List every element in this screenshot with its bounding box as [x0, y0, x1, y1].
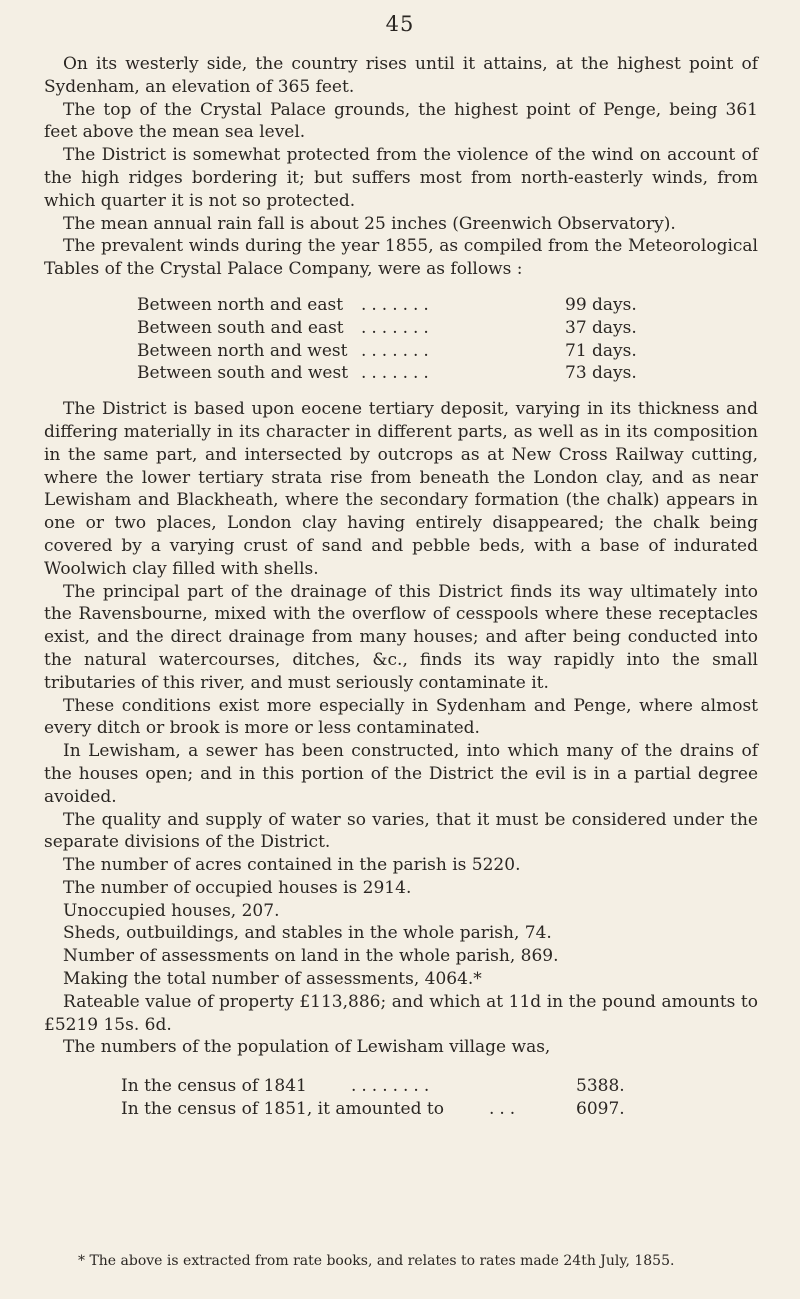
leader-dots: ........: [351, 1076, 435, 1097]
paragraph: Making the total number of assessments, 4064.*: [63, 969, 482, 990]
paragraph: The mean annual rain fall is about 25 inches (Greenwich Observatory).: [63, 213, 676, 234]
paragraph: Number of assessments on land in the whole parish, 869.: [63, 946, 559, 967]
leader-dots: .......: [361, 363, 434, 384]
paragraph: Rateable value of property £113,886; and which at 11d in the pound amounts to £5219 15s. 6d.: [44, 991, 758, 1035]
census-row: [44, 1075, 758, 1098]
census-value: 6097.: [576, 1099, 625, 1120]
winds-table: [44, 294, 758, 385]
paragraph: Unoccupied houses, 207.: [63, 900, 280, 921]
body-text: [44, 53, 758, 1121]
winds-value: 71 days.: [565, 340, 637, 361]
census-table: [44, 1075, 758, 1121]
paragraph: Sheds, outbuildings, and stables in the whole parish, 74.: [63, 923, 552, 944]
footnote: * The above is extracted from rate books, and relates to rates made 24th July, 1855.: [78, 1253, 675, 1269]
paragraph: The top of the Crystal Palace grounds, the highest point of Penge, being 361 feet above the mean sea level.: [44, 99, 758, 143]
winds-row: [44, 362, 758, 385]
winds-label: Between south and east: [137, 317, 344, 338]
winds-label: Between south and west: [137, 363, 349, 384]
leader-dots: ...: [489, 1099, 521, 1120]
paragraph: The principal part of the drainage of this District finds its way ultimately into the Ravensbourne, mixed with the overflow of cesspools where these receptacles exist, and the direct drainage from many houses; and after being conducted into the natural watercourses, ditches, &c., finds its way rapidly into the small tributaries of this river, and must seriously contaminate it.: [44, 581, 758, 693]
paragraph: The District is based upon eocene tertiary deposit, varying in its thickness and differing materially in its character in different parts, as well as in its composition in the same part, and intersected by outcrops as at New Cross Railway cutting, where the lower tertiary strata rise from beneath the London clay, and as near Lewisham and Blackheath, where the secondary formation (the chalk) appears in one or two places, London clay having entirely disappeared; the chalk being covered by a varying crust of sand and pebble beds, with a base of indurated Woolwich clay filled with shells.: [44, 399, 758, 579]
winds-row: [44, 340, 758, 363]
paragraph: The quality and supply of water so varies, that it must be considered under the separate divisions of the District.: [44, 809, 758, 853]
leader-dots: .......: [361, 294, 434, 315]
paragraph: The number of occupied houses is 2914.: [63, 877, 412, 898]
winds-row: [44, 294, 758, 317]
census-label: In the census of 1841: [121, 1076, 307, 1097]
leader-dots: .......: [361, 317, 434, 338]
paragraph: The prevalent winds during the year 1855, as compiled from the Meteorological Tables of the Crystal Palace Company, were as follows :: [44, 236, 758, 280]
page-number: 45: [385, 12, 415, 36]
winds-value: 37 days.: [565, 317, 637, 338]
paragraph: In Lewisham, a sewer has been constructed, into which many of the drains of the houses open; and in this portion of the District the evil is in a partial degree avoided.: [44, 741, 758, 807]
winds-label: Between north and east: [137, 294, 344, 315]
winds-label: Between north and west: [137, 340, 348, 361]
winds-row: [44, 317, 758, 340]
census-label: In the census of 1851, it amounted to: [121, 1099, 444, 1120]
paragraph: The District is somewhat protected from the violence of the wind on account of the high ridges bordering it; but suffers most from north-easterly winds, from which quarter it is not so protected.: [44, 145, 758, 211]
paragraph: On its westerly side, the country rises until it attains, at the highest point of Sydenham, an elevation of 365 feet.: [44, 54, 758, 97]
paragraph: The number of acres contained in the parish is 5220.: [63, 855, 521, 876]
leader-dots: .......: [361, 340, 434, 361]
paragraph: These conditions exist more especially in Sydenham and Penge, where almost every ditch or brook is more or less contaminated.: [44, 695, 758, 739]
winds-value: 73 days.: [565, 363, 637, 384]
paragraph: The numbers of the population of Lewisham village was,: [63, 1037, 551, 1058]
census-value: 5388.: [576, 1076, 625, 1097]
winds-value: 99 days.: [565, 294, 637, 315]
census-row: [44, 1098, 758, 1121]
